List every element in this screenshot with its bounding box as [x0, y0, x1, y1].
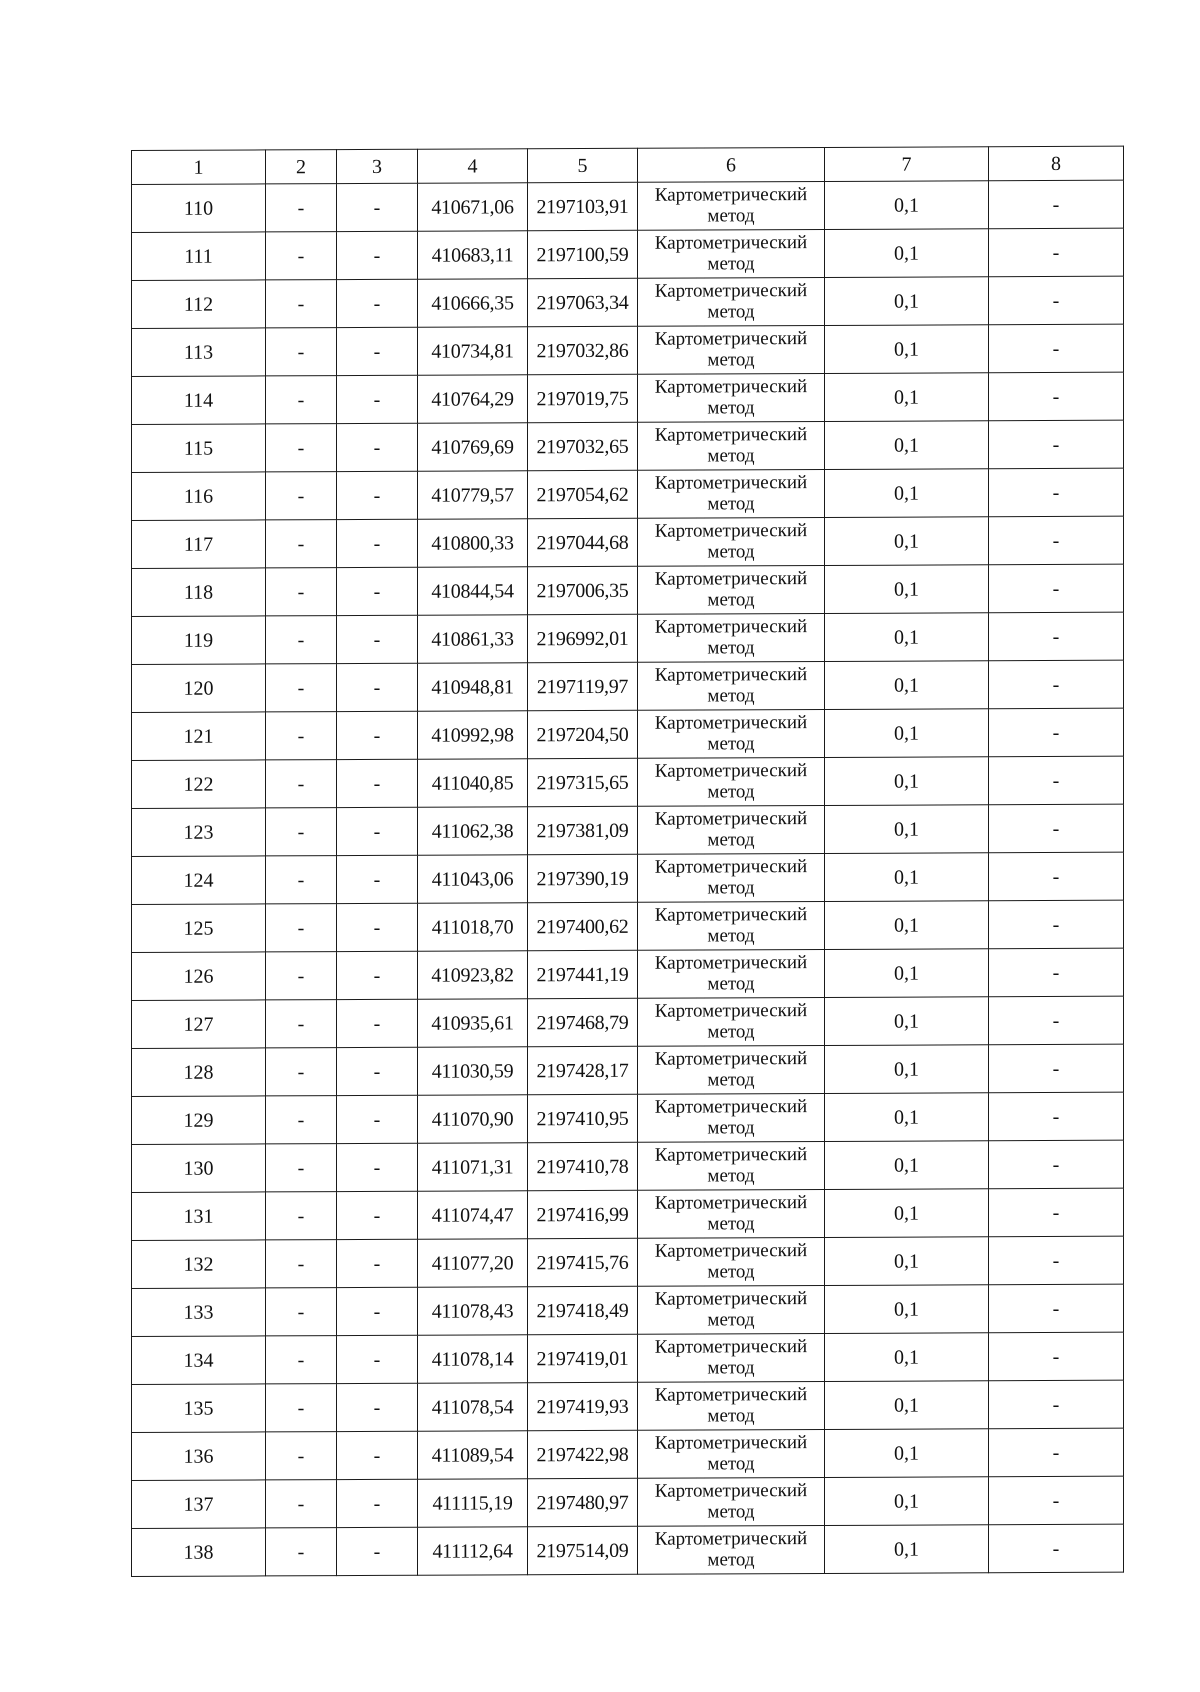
method-cell: Картометрический метод: [638, 229, 825, 278]
col8-cell: -: [989, 1140, 1124, 1189]
accuracy-cell: 0,1: [825, 1525, 989, 1574]
method-cell: Картометрический метод: [638, 613, 825, 662]
table-row: [132, 756, 1124, 808]
col8-cell: -: [989, 660, 1124, 709]
col8-cell: -: [989, 1284, 1124, 1333]
col3-cell: -: [337, 1047, 418, 1095]
accuracy-cell: 0,1: [825, 757, 989, 806]
coord-y-cell: 2197054,62: [528, 470, 638, 518]
col3-cell: -: [337, 615, 418, 663]
coord-y-cell: 2197419,93: [528, 1382, 638, 1430]
col2-cell: -: [266, 232, 337, 280]
col8-cell: -: [989, 1092, 1124, 1141]
table-row: [132, 1284, 1124, 1336]
col8-cell: -: [989, 420, 1124, 469]
col2-cell: -: [266, 1384, 337, 1432]
point-number-cell: 127: [132, 1000, 266, 1049]
col2-cell: -: [266, 1144, 337, 1192]
col2-cell: -: [266, 1528, 337, 1576]
col3-cell: -: [337, 327, 418, 375]
col8-cell: -: [989, 564, 1124, 613]
coordinates-table: [131, 146, 1124, 1577]
accuracy-cell: 0,1: [825, 661, 989, 710]
col2-cell: -: [266, 328, 337, 376]
accuracy-cell: 0,1: [825, 325, 989, 374]
col2-cell: -: [266, 520, 337, 568]
table-row: [132, 996, 1124, 1048]
point-number-cell: 134: [132, 1336, 266, 1385]
method-cell: Картометрический метод: [638, 1141, 825, 1190]
col3-cell: -: [337, 903, 418, 951]
coord-x-cell: 410923,82: [418, 951, 528, 999]
point-number-cell: 130: [132, 1144, 266, 1193]
col2-cell: -: [266, 904, 337, 952]
col2-cell: -: [266, 760, 337, 808]
header-row: [132, 146, 1124, 184]
accuracy-cell: 0,1: [825, 277, 989, 326]
table-row: [132, 228, 1124, 280]
accuracy-cell: 0,1: [825, 1189, 989, 1238]
col2-cell: -: [266, 1000, 337, 1048]
method-cell: Картометрический метод: [638, 469, 825, 518]
coord-x-cell: 411062,38: [418, 807, 528, 855]
col8-cell: -: [989, 1476, 1124, 1525]
accuracy-cell: 0,1: [825, 517, 989, 566]
coord-x-cell: 411078,54: [418, 1383, 528, 1431]
coord-y-cell: 2197103,91: [528, 182, 638, 230]
accuracy-cell: 0,1: [825, 565, 989, 614]
col2-cell: -: [266, 712, 337, 760]
col8-cell: -: [989, 228, 1124, 277]
table-row: [132, 708, 1124, 760]
col8-cell: -: [989, 612, 1124, 661]
point-number-cell: 112: [132, 280, 266, 329]
col2-cell: -: [266, 472, 337, 520]
table-row: [132, 1428, 1124, 1480]
coord-x-cell: 411078,14: [418, 1335, 528, 1383]
coord-y-cell: 2197032,65: [528, 422, 638, 470]
table-row: [132, 804, 1124, 856]
table-row: [132, 660, 1124, 712]
table-row: [132, 1140, 1124, 1192]
coord-x-cell: 411040,85: [418, 759, 528, 807]
method-cell: Картометрический метод: [638, 373, 825, 422]
col3-cell: -: [337, 567, 418, 615]
coord-x-cell: 410844,54: [418, 567, 528, 615]
accuracy-cell: 0,1: [825, 1045, 989, 1094]
method-cell: Картометрический метод: [638, 565, 825, 614]
col8-cell: -: [989, 516, 1124, 565]
col3-cell: -: [337, 1191, 418, 1239]
col2-cell: -: [266, 1240, 337, 1288]
col8-cell: -: [989, 372, 1124, 421]
point-number-cell: 128: [132, 1048, 266, 1097]
col8-cell: -: [989, 1332, 1124, 1381]
col3-cell: -: [337, 807, 418, 855]
col8-cell: -: [989, 180, 1124, 229]
accuracy-cell: 0,1: [825, 229, 989, 278]
coord-x-cell: 411030,59: [418, 1047, 528, 1095]
coord-y-cell: 2197419,01: [528, 1334, 638, 1382]
col8-cell: -: [989, 708, 1124, 757]
table-row: [132, 276, 1124, 328]
point-number-cell: 111: [132, 232, 266, 281]
coord-x-cell: 411043,06: [418, 855, 528, 903]
col8-cell: -: [989, 1044, 1124, 1093]
point-number-cell: 119: [132, 616, 266, 665]
table-row: [132, 1524, 1124, 1576]
point-number-cell: 122: [132, 760, 266, 809]
point-number-cell: 118: [132, 568, 266, 617]
method-cell: Картометрический метод: [638, 997, 825, 1046]
coord-x-cell: 410992,98: [418, 711, 528, 759]
coord-y-cell: 2197019,75: [528, 374, 638, 422]
point-number-cell: 113: [132, 328, 266, 377]
header-cell-1: 1: [132, 150, 266, 185]
coord-y-cell: 2197428,17: [528, 1046, 638, 1094]
col8-cell: -: [989, 1236, 1124, 1285]
method-cell: Картометрический метод: [638, 1525, 825, 1574]
coord-x-cell: 410671,06: [418, 183, 528, 231]
table-row: [132, 420, 1124, 472]
accuracy-cell: 0,1: [825, 1381, 989, 1430]
coord-x-cell: 410769,69: [418, 423, 528, 471]
col3-cell: -: [337, 1431, 418, 1479]
col3-cell: -: [337, 279, 418, 327]
point-number-cell: 137: [132, 1480, 266, 1529]
coord-x-cell: 411089,54: [418, 1431, 528, 1479]
col2-cell: -: [266, 424, 337, 472]
accuracy-cell: 0,1: [825, 1429, 989, 1478]
table-body: [132, 146, 1124, 1576]
method-cell: Картометрический метод: [638, 661, 825, 710]
point-number-cell: 116: [132, 472, 266, 521]
coord-x-cell: 411112,64: [418, 1527, 528, 1575]
table-row: [132, 852, 1124, 904]
col2-cell: -: [266, 664, 337, 712]
point-number-cell: 138: [132, 1528, 266, 1577]
coord-x-cell: 410779,57: [418, 471, 528, 519]
method-cell: Картометрический метод: [638, 853, 825, 902]
col3-cell: -: [337, 1479, 418, 1527]
accuracy-cell: 0,1: [825, 853, 989, 902]
col3-cell: -: [337, 423, 418, 471]
coord-x-cell: 410948,81: [418, 663, 528, 711]
accuracy-cell: 0,1: [825, 997, 989, 1046]
accuracy-cell: 0,1: [825, 901, 989, 950]
coord-x-cell: 410683,11: [418, 231, 528, 279]
accuracy-cell: 0,1: [825, 181, 989, 230]
header-cell-6: 6: [638, 147, 825, 182]
table-row: [132, 1044, 1124, 1096]
point-number-cell: 120: [132, 664, 266, 713]
col2-cell: -: [266, 808, 337, 856]
col2-cell: -: [266, 1288, 337, 1336]
table-row: [132, 564, 1124, 616]
col2-cell: -: [266, 856, 337, 904]
coord-y-cell: 2197441,19: [528, 950, 638, 998]
col2-cell: -: [266, 1480, 337, 1528]
method-cell: Картометрический метод: [638, 1285, 825, 1334]
col8-cell: -: [989, 948, 1124, 997]
col2-cell: -: [266, 1048, 337, 1096]
method-cell: Картометрический метод: [638, 1381, 825, 1430]
method-cell: Картометрический метод: [638, 181, 825, 230]
coord-x-cell: 410861,33: [418, 615, 528, 663]
coord-y-cell: 2197381,09: [528, 806, 638, 854]
table-row: [132, 1236, 1124, 1288]
coord-x-cell: 411115,19: [418, 1479, 528, 1527]
method-cell: Картометрический метод: [638, 949, 825, 998]
coord-x-cell: 411078,43: [418, 1287, 528, 1335]
table-row: [132, 612, 1124, 664]
method-cell: Картометрический метод: [638, 1045, 825, 1094]
col3-cell: -: [337, 1335, 418, 1383]
coord-y-cell: 2197400,62: [528, 902, 638, 950]
point-number-cell: 129: [132, 1096, 266, 1145]
coord-x-cell: 411070,90: [418, 1095, 528, 1143]
col3-cell: -: [337, 1383, 418, 1431]
table-row: [132, 324, 1124, 376]
coord-y-cell: 2197063,34: [528, 278, 638, 326]
coord-x-cell: 410764,29: [418, 375, 528, 423]
method-cell: Картометрический метод: [638, 709, 825, 758]
col3-cell: -: [337, 759, 418, 807]
coord-x-cell: 411071,31: [418, 1143, 528, 1191]
col8-cell: -: [989, 756, 1124, 805]
accuracy-cell: 0,1: [825, 709, 989, 758]
point-number-cell: 110: [132, 184, 266, 233]
table-row: [132, 180, 1124, 232]
method-cell: Картометрический метод: [638, 805, 825, 854]
accuracy-cell: 0,1: [825, 1237, 989, 1286]
coord-y-cell: 2197100,59: [528, 230, 638, 278]
table-row: [132, 1476, 1124, 1528]
method-cell: Картометрический метод: [638, 1429, 825, 1478]
table-row: [132, 1188, 1124, 1240]
table-row: [132, 372, 1124, 424]
accuracy-cell: 0,1: [825, 373, 989, 422]
point-number-cell: 124: [132, 856, 266, 905]
col3-cell: -: [337, 1095, 418, 1143]
coord-y-cell: 2196992,01: [528, 614, 638, 662]
col2-cell: -: [266, 952, 337, 1000]
coord-x-cell: 411018,70: [418, 903, 528, 951]
accuracy-cell: 0,1: [825, 1285, 989, 1334]
col8-cell: -: [989, 996, 1124, 1045]
col3-cell: -: [337, 471, 418, 519]
col8-cell: -: [989, 852, 1124, 901]
col3-cell: -: [337, 375, 418, 423]
col3-cell: -: [337, 183, 418, 231]
header-cell-7: 7: [825, 147, 989, 182]
accuracy-cell: 0,1: [825, 1477, 989, 1526]
accuracy-cell: 0,1: [825, 1141, 989, 1190]
col3-cell: -: [337, 663, 418, 711]
col3-cell: -: [337, 1527, 418, 1575]
header-cell-4: 4: [418, 149, 528, 183]
method-cell: Картометрический метод: [638, 1333, 825, 1382]
method-cell: Картометрический метод: [638, 421, 825, 470]
col8-cell: -: [989, 276, 1124, 325]
col8-cell: -: [989, 1428, 1124, 1477]
col2-cell: -: [266, 1432, 337, 1480]
col3-cell: -: [337, 1287, 418, 1335]
col3-cell: -: [337, 519, 418, 567]
table-row: [132, 1380, 1124, 1432]
col3-cell: -: [337, 855, 418, 903]
coord-y-cell: 2197204,50: [528, 710, 638, 758]
coord-y-cell: 2197416,99: [528, 1190, 638, 1238]
col8-cell: -: [989, 1524, 1124, 1573]
point-number-cell: 121: [132, 712, 266, 761]
coord-x-cell: 410734,81: [418, 327, 528, 375]
accuracy-cell: 0,1: [825, 421, 989, 470]
accuracy-cell: 0,1: [825, 805, 989, 854]
col8-cell: -: [989, 900, 1124, 949]
col3-cell: -: [337, 1143, 418, 1191]
col3-cell: -: [337, 711, 418, 759]
point-number-cell: 115: [132, 424, 266, 473]
col2-cell: -: [266, 1096, 337, 1144]
col2-cell: -: [266, 1336, 337, 1384]
method-cell: Картометрический метод: [638, 1237, 825, 1286]
coord-y-cell: 2197410,78: [528, 1142, 638, 1190]
col8-cell: -: [989, 1188, 1124, 1237]
col8-cell: -: [989, 468, 1124, 517]
method-cell: Картометрический метод: [638, 1477, 825, 1526]
coord-y-cell: 2197418,49: [528, 1286, 638, 1334]
method-cell: Картометрический метод: [638, 757, 825, 806]
method-cell: Картометрический метод: [638, 1189, 825, 1238]
coord-y-cell: 2197480,97: [528, 1478, 638, 1526]
point-number-cell: 132: [132, 1240, 266, 1289]
col8-cell: -: [989, 324, 1124, 373]
point-number-cell: 125: [132, 904, 266, 953]
coord-y-cell: 2197422,98: [528, 1430, 638, 1478]
coord-y-cell: 2197390,19: [528, 854, 638, 902]
coord-y-cell: 2197119,97: [528, 662, 638, 710]
accuracy-cell: 0,1: [825, 613, 989, 662]
col3-cell: -: [337, 231, 418, 279]
table-row: [132, 516, 1124, 568]
coord-y-cell: 2197044,68: [528, 518, 638, 566]
method-cell: Картометрический метод: [638, 1093, 825, 1142]
header-cell-8: 8: [989, 146, 1124, 181]
accuracy-cell: 0,1: [825, 949, 989, 998]
coord-y-cell: 2197006,35: [528, 566, 638, 614]
coord-x-cell: 410666,35: [418, 279, 528, 327]
point-number-cell: 117: [132, 520, 266, 569]
coord-y-cell: 2197032,86: [528, 326, 638, 374]
coord-y-cell: 2197410,95: [528, 1094, 638, 1142]
point-number-cell: 135: [132, 1384, 266, 1433]
table-row: [132, 1332, 1124, 1384]
coord-x-cell: 410935,61: [418, 999, 528, 1047]
header-cell-3: 3: [337, 149, 418, 183]
coord-y-cell: 2197315,65: [528, 758, 638, 806]
col2-cell: -: [266, 568, 337, 616]
table-row: [132, 468, 1124, 520]
point-number-cell: 133: [132, 1288, 266, 1337]
point-number-cell: 123: [132, 808, 266, 857]
method-cell: Картометрический метод: [638, 325, 825, 374]
coord-y-cell: 2197514,09: [528, 1526, 638, 1574]
table-row: [132, 900, 1124, 952]
col3-cell: -: [337, 1239, 418, 1287]
point-number-cell: 136: [132, 1432, 266, 1481]
col2-cell: -: [266, 280, 337, 328]
col8-cell: -: [989, 1380, 1124, 1429]
point-number-cell: 126: [132, 952, 266, 1001]
col8-cell: -: [989, 804, 1124, 853]
point-number-cell: 114: [132, 376, 266, 425]
col2-cell: -: [266, 616, 337, 664]
method-cell: Картометрический метод: [638, 901, 825, 950]
point-number-cell: 131: [132, 1192, 266, 1241]
col2-cell: -: [266, 184, 337, 232]
coord-y-cell: 2197415,76: [528, 1238, 638, 1286]
table-row: [132, 1092, 1124, 1144]
coord-x-cell: 411074,47: [418, 1191, 528, 1239]
method-cell: Картометрический метод: [638, 277, 825, 326]
method-cell: Картометрический метод: [638, 517, 825, 566]
coord-y-cell: 2197468,79: [528, 998, 638, 1046]
col3-cell: -: [337, 951, 418, 999]
coord-x-cell: 410800,33: [418, 519, 528, 567]
header-cell-2: 2: [266, 150, 337, 184]
col2-cell: -: [266, 1192, 337, 1240]
table-row: [132, 948, 1124, 1000]
accuracy-cell: 0,1: [825, 1093, 989, 1142]
accuracy-cell: 0,1: [825, 469, 989, 518]
col2-cell: -: [266, 376, 337, 424]
header-cell-5: 5: [528, 148, 638, 182]
coord-x-cell: 411077,20: [418, 1239, 528, 1287]
col3-cell: -: [337, 999, 418, 1047]
accuracy-cell: 0,1: [825, 1333, 989, 1382]
